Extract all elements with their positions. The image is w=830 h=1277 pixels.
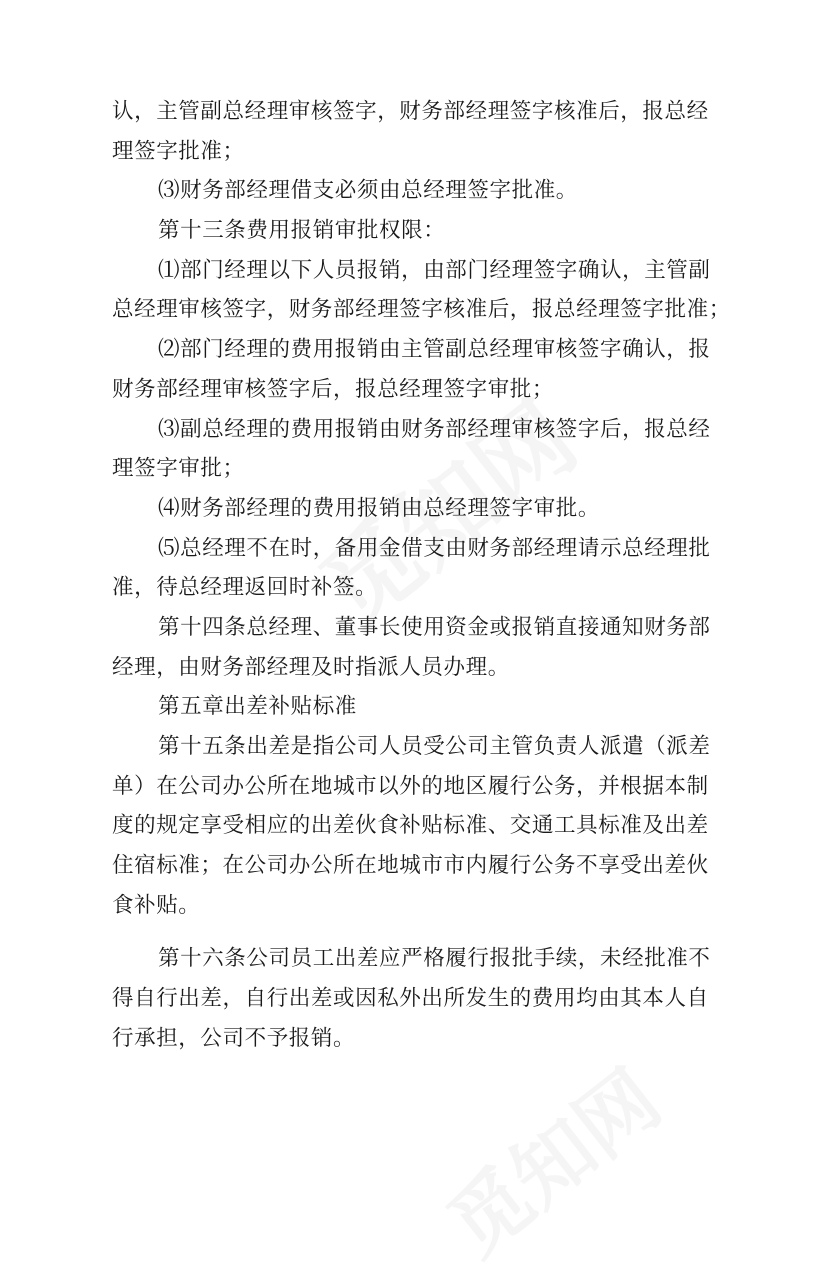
text-line: 财务部经理审核签字后，报总经理签字审批； xyxy=(112,376,555,402)
text-line: ⑵部门经理的费用报销由主管副总经理审核签字确认，报 xyxy=(158,337,711,363)
paragraph-gap xyxy=(112,925,742,939)
article-heading: 第十六条公司员工出差应严格履行报批手续，未经批准不 xyxy=(158,946,711,972)
article-heading: 第十五条出差是指公司人员受公司主管负责人派遣（派差 xyxy=(158,734,711,759)
text-line: 单）在公司办公所在地城市以外的地区履行公务，并根据本制 xyxy=(112,773,709,799)
text-line: 理签字审批； xyxy=(112,456,245,482)
text-line: 理签字批准； xyxy=(112,138,245,164)
text-line: 行承担，公司不予报销。 xyxy=(112,1025,356,1051)
text-line: 认，主管副总经理审核签字，财务部经理签字核准后，报总经 xyxy=(112,99,709,124)
text-line: ⑷财务部经理的费用报销由总经理签字审批。 xyxy=(158,495,601,521)
text-line: ⑸总经理不在时，备用金借支由财务部经理请示总经理批 xyxy=(158,535,711,561)
text-line: 准，待总经理返回时补签。 xyxy=(112,575,378,601)
text-line: 住宿标准；在公司办公所在地城市市内履行公务不享受出差伙 xyxy=(112,853,709,879)
text-line: 度的规定享受相应的出差伙食补贴标准、交通工具标准及出差 xyxy=(112,813,709,839)
text-line: ⑴部门经理以下人员报销，由部门经理签字确认，主管副 xyxy=(158,257,711,283)
article-heading: 第十四条总经理、董事长使用资金或报销直接通知财务部 xyxy=(158,614,711,640)
watermark xyxy=(420,1038,680,1276)
text-line: 得自行出差，自行出差或因私外出所发生的费用均由其本人自 xyxy=(112,986,709,1012)
text-line: 食补贴。 xyxy=(112,892,201,918)
article-heading: 第十三条费用报销审批权限： xyxy=(158,218,446,244)
document-body xyxy=(112,92,742,1059)
text-line: 经理，由财务部经理及时指派人员办理。 xyxy=(112,654,510,680)
text-line: ⑶副总经理的费用报销由财务部经理审核签字后，报总经 xyxy=(158,416,711,442)
chapter-heading: 第五章出差补贴标准 xyxy=(158,694,357,720)
text-line: 总经理审核签字，财务部经理签字核准后，报总经理签字批准； xyxy=(112,297,731,323)
text-line: ⑶财务部经理借支必须由总经理签字批准。 xyxy=(158,178,578,204)
